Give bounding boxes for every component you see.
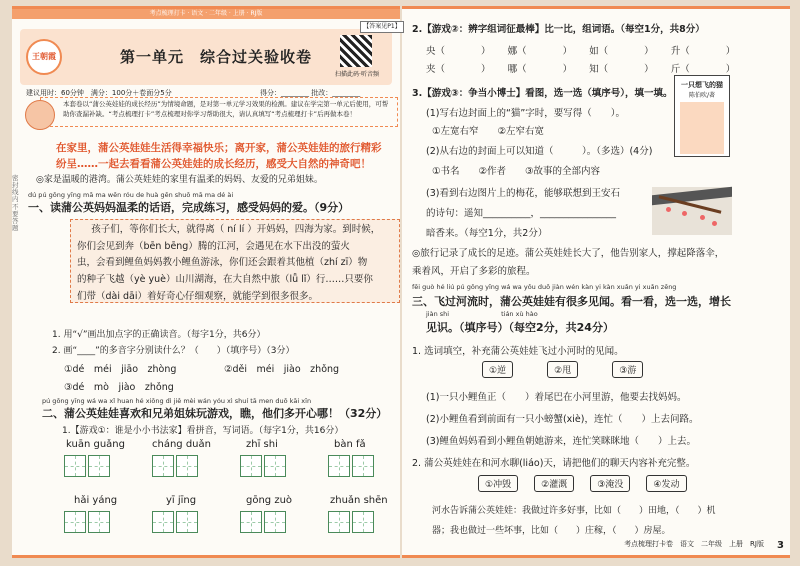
game-3-title: 3.【游戏③：争当小博士】看图，选一选（填序号），填一填。 xyxy=(412,88,673,99)
game-3-q3-end: 暗香来。（每空1分，共2分） xyxy=(426,228,548,239)
word-pair-row xyxy=(426,43,735,57)
pinyin-word: gōng zuò xyxy=(246,495,293,506)
qr-caption: 扫描此码·听音频 xyxy=(335,71,379,78)
cat-illustration xyxy=(680,102,724,154)
blossom xyxy=(700,215,705,220)
writing-grid[interactable] xyxy=(64,455,110,477)
passage-line: 的种子飞越（yè yuè）山川湖海，在大自然中旅（lǚ lǐ）行……只要你 xyxy=(77,273,373,285)
page-title: 第一单元 综合过关验收卷 xyxy=(120,48,313,66)
dialogue-line-1[interactable]: 河水告诉蒲公英娃娃：我做过许多好事，比如（ ）田地，（ ）机 xyxy=(432,506,716,516)
pinyin-word: yī jīng xyxy=(166,495,197,506)
writing-grid[interactable] xyxy=(64,511,110,533)
game-3-q2: (2)从右边的封面上可以知道（ ）。（多选）(4分) xyxy=(426,146,653,157)
writing-grid[interactable] xyxy=(152,511,198,533)
fill-blank-2[interactable]: (2)小鲤鱼看到前面有一只小螃蟹(xiè)，连忙（ ）上去问路。 xyxy=(426,414,699,425)
fill-blank-1[interactable]: (1)一只小鲤鱼正（ ）着尾巴在小河里游，他要去找妈妈。 xyxy=(426,392,687,403)
passage-line: 你们会见到奔（bēn bēng）腾的江河，会遇见在水下出没的萤火 xyxy=(77,240,350,252)
question-2-title: 二、蒲公英娃娃喜欢和兄弟姐妹玩游戏，瞧，他们多开心哪！（32分） xyxy=(42,407,388,420)
choice-option[interactable]: ③淹没 xyxy=(590,475,630,492)
header-banner xyxy=(20,29,392,85)
choice-option[interactable]: ④发动 xyxy=(646,475,686,492)
page-footer: 考点梳理打卡卷 语文 二年级 上册 RJ版 xyxy=(624,540,764,548)
tagline-line-2: 纷呈……一起去看看蒲公英娃娃的成长经历，感受大自然的神奇吧！ xyxy=(56,158,371,171)
char: 知（ xyxy=(589,64,609,75)
q3-part-1: 1. 选词填空，补充蒲公英娃娃飞过小河时的见闻。 xyxy=(412,346,624,357)
question-3-title-2: 见识。（填序号）（每空2分，共24分） xyxy=(426,321,614,334)
option-2[interactable]: ②děi méi jiào zhǒng xyxy=(224,364,340,375)
story-tagline xyxy=(56,140,402,173)
qr-code-icon xyxy=(340,35,372,67)
char: 央（ xyxy=(426,46,446,57)
word-choice-box xyxy=(482,361,643,378)
blossom xyxy=(666,207,671,212)
option-1[interactable]: ①dé méi jiāo zhòng xyxy=(64,364,177,375)
fill-blank-3[interactable]: (3)鲤鱼妈妈看到小鲤鱼朝她游来，连忙笑眯眯地（ ）上去。 xyxy=(426,436,696,447)
blank[interactable]: ） xyxy=(644,46,654,57)
question-2 xyxy=(42,397,402,421)
question-1 xyxy=(28,191,408,215)
page-number: 3 xyxy=(777,540,784,551)
seal-line-note: 密封线内不要答题 xyxy=(12,174,19,232)
answer-badge: 【答案见P1】 xyxy=(360,21,404,33)
choice-option[interactable]: ②甩 xyxy=(547,361,578,378)
game-3-q3-blanks[interactable]: 的诗句：遥知__________，________________ xyxy=(426,208,617,219)
intro-box xyxy=(40,97,398,127)
choice-option[interactable]: ①逆 xyxy=(482,361,513,378)
pinyin-word: kuān guǎng xyxy=(66,439,125,450)
book-title: 一只想飞的猫 xyxy=(681,81,723,89)
plum-blossom-picture xyxy=(652,187,732,235)
char: 如（ xyxy=(589,46,609,57)
blank[interactable]: ） xyxy=(644,64,654,75)
right-page xyxy=(402,6,790,558)
brand-logo: 王朝霞 xyxy=(26,39,62,75)
blank[interactable]: ） xyxy=(725,46,736,57)
option-3[interactable]: ③dé mò jiào zhǒng xyxy=(64,382,174,393)
left-page xyxy=(12,6,400,558)
char: 斤（ xyxy=(670,64,690,75)
journey-text: ◎旅行记录了成长的足迹。蒲公英娃娃长大了，他告别家人，撑起降落伞， xyxy=(412,248,725,259)
q3-part-2: 2. 蒲公英娃娃在和河水聊(liáo)天，请把他们的聊天内容补充完整。 xyxy=(412,458,696,469)
char: 夹（ xyxy=(426,64,446,75)
game-3-q3: (3)看到右边图片上的梅花，能够联想到王安石 xyxy=(426,188,620,199)
char: 哪（ xyxy=(507,64,527,75)
game-3-q2-options[interactable]: ①书名 ②作者 ③故事的全部内容 xyxy=(432,166,601,177)
time-score-info: 建议用时：60分钟 满分：100分＋卷面分5分 xyxy=(26,89,172,97)
passage-line: 们带（dài dāi）着好奇心仔细观察，就能学到很多很多。 xyxy=(77,290,319,302)
dialogue-line-2[interactable]: 器；我也做过一些坏事，比如（ ）庄稼，（ ）房屋。 xyxy=(432,526,671,536)
choice-option[interactable]: ②灌溉 xyxy=(534,475,574,492)
writing-grid[interactable] xyxy=(240,455,286,477)
blank[interactable]: ） xyxy=(481,64,491,75)
pinyin-line: jiàn shi tián xù hào xyxy=(426,310,538,318)
reading-passage xyxy=(70,219,400,303)
pinyin-word: bàn fǎ xyxy=(334,439,366,450)
teacher-avatar xyxy=(25,100,55,130)
game-3-q1: (1)写右边封面上的“猫”字时，要写得（ ）。 xyxy=(426,108,626,119)
pinyin-line: dú pú gōng yīng mā ma wēn róu de huà gēn shuō mā ma dé ài xyxy=(28,191,234,199)
pinyin-line: fēi guò hé liú pú gōng yīng wá wa yǒu duō jiàn wén kàn yi kàn xuǎn yi xuǎn zēng xyxy=(412,283,677,291)
writing-grid[interactable] xyxy=(152,455,198,477)
blank[interactable]: ） xyxy=(725,64,736,75)
tagline-line-1: 在家里，蒲公英娃娃生活得幸福快乐；离开家，蒲公英娃娃的旅行精彩 xyxy=(56,142,382,154)
word-choice-box xyxy=(478,475,687,492)
blank[interactable]: ） xyxy=(481,46,491,57)
question-1-2: 2. 画“____”的多音字分别读什么？（ ）（填序号）（3分） xyxy=(52,346,295,356)
pinyin-word: cháng duǎn xyxy=(152,439,211,450)
blossom xyxy=(712,221,717,226)
passage-line: 孩子们，等你们长大，就得离（ ní lí ）开妈妈，四海为家。到时候， xyxy=(91,224,381,235)
game-1-title: 1.【游戏①：谁是小小书法家】看拼音，写词语。（每字1分，共16分） xyxy=(62,426,344,436)
word-pair-row xyxy=(426,61,735,75)
blank[interactable]: ） xyxy=(562,64,573,75)
writing-grid[interactable] xyxy=(328,455,374,477)
writing-grid[interactable] xyxy=(328,511,374,533)
game-2-title: 2.【游戏②：辨字组词征最棒】比一比，组词语。（每空1分，共8分） xyxy=(412,24,705,35)
pinyin-word: zhī shi xyxy=(246,439,278,450)
char: 娜（ xyxy=(507,46,527,57)
top-banner: 考点梳理打卡 · 语文 · 二年级 · 上册 · RJ版 xyxy=(12,9,400,19)
intro-text: 本套卷以“蒲公英娃娃的成长经历”为情境命题，是对第一单元学习效果的检测。建议在学完第一单元后使用，可帮助你查漏补缺。“考点梳理打卡”考点梳理对你学习帮助很大，请认真填写“考点梳理打卡”后再做本卷！ xyxy=(63,100,389,118)
choice-option[interactable]: ①冲毁 xyxy=(478,475,518,492)
pinyin-word: hǎi yáng xyxy=(74,495,118,506)
score-field: 得分：________ 批改：________ xyxy=(260,89,361,97)
char: 升（ xyxy=(670,46,690,57)
journey-text-2: 乘着风，开启了多彩的旅程。 xyxy=(412,266,536,277)
book-cover xyxy=(674,75,730,157)
blossom xyxy=(682,211,687,216)
writing-grid[interactable] xyxy=(240,511,286,533)
home-story: ◎家是温暖的港湾。蒲公英娃娃的家里有温柔的妈妈、友爱的兄弟姐妹。 xyxy=(36,175,323,185)
book-author: 陈伯吹/著 xyxy=(688,92,716,99)
question-1-title: 一、读蒲公英妈妈温柔的话语，完成练习，感受妈妈的爱。（9分） xyxy=(28,201,350,214)
game-3-q1-options[interactable]: ①左宽右窄 ②左窄右宽 xyxy=(432,126,545,137)
pinyin-word: zhuǎn shēn xyxy=(330,495,388,506)
choice-option[interactable]: ③游 xyxy=(612,361,643,378)
question-3-title: 三、飞过河流时，蒲公英娃娃有很多见闻。看一看，选一选，增长 xyxy=(412,295,731,308)
passage-line: 虫，会看到鲤鱼妈妈教小鲤鱼游泳，你们还会跟着其他植（zhí zī）物 xyxy=(77,257,368,269)
question-1-1: 1. 用“√”画出加点字的正确读音。（每字1分，共6分） xyxy=(52,330,266,340)
blank[interactable]: ） xyxy=(562,46,573,57)
pinyin-line: pú gōng yīng wá wa xǐ huan hé xiōng dì jiě mèi wán yóu xì shuí tā men duō kāi xīn xyxy=(42,397,312,405)
